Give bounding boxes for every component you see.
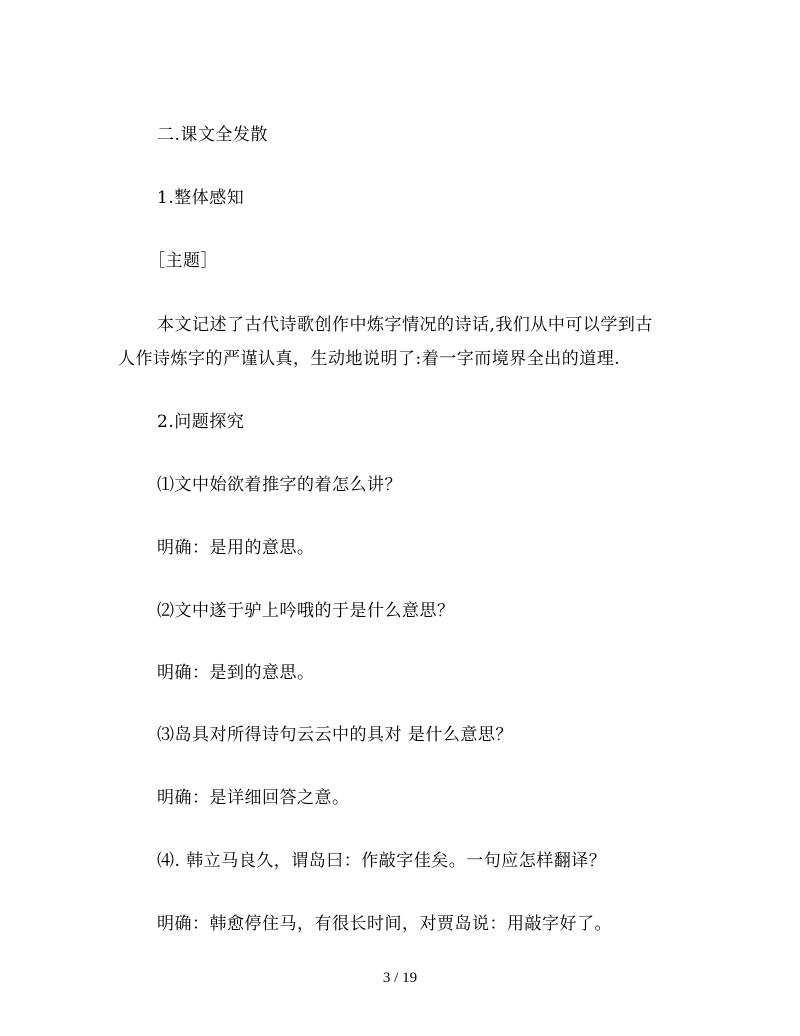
answer-4: 明确：韩愈停住马，有很长时间，对贾岛说：用敲字好了。 xyxy=(157,914,612,934)
answer-1: 明确：是用的意思。 xyxy=(157,538,315,558)
question-1: ⑴文中始欲着推字的着怎么讲？ xyxy=(157,475,402,495)
subsection-heading-questions: 2.问题探究 xyxy=(157,412,245,432)
question-4: ⑷. 韩立马良久，谓岛曰：作敲字佳矣。一句应怎样翻译？ xyxy=(157,851,607,871)
section-heading: 二.课文全发散 xyxy=(157,125,268,145)
theme-paragraph-line-1: 本文记述了古代诗歌创作中炼字情况的诗话,我们从中可以学到古 xyxy=(157,315,653,335)
theme-label: ［主题］ xyxy=(148,251,218,271)
page-number: 3 / 19 xyxy=(382,970,418,986)
subsection-heading-overview: 1.整体感知 xyxy=(157,188,245,208)
question-2: ⑵文中遂于驴上吟哦的于是什么意思？ xyxy=(157,601,455,621)
answer-3: 明确：是详细回答之意。 xyxy=(157,788,350,808)
answer-2: 明确：是到的意思。 xyxy=(157,663,315,683)
theme-paragraph-line-2: 人作诗炼字的严谨认真，生动地说明了:着一字而境界全出的道理. xyxy=(118,349,621,369)
question-3: ⑶岛具对所得诗句云云中的具对 是什么意思？ xyxy=(157,725,513,745)
